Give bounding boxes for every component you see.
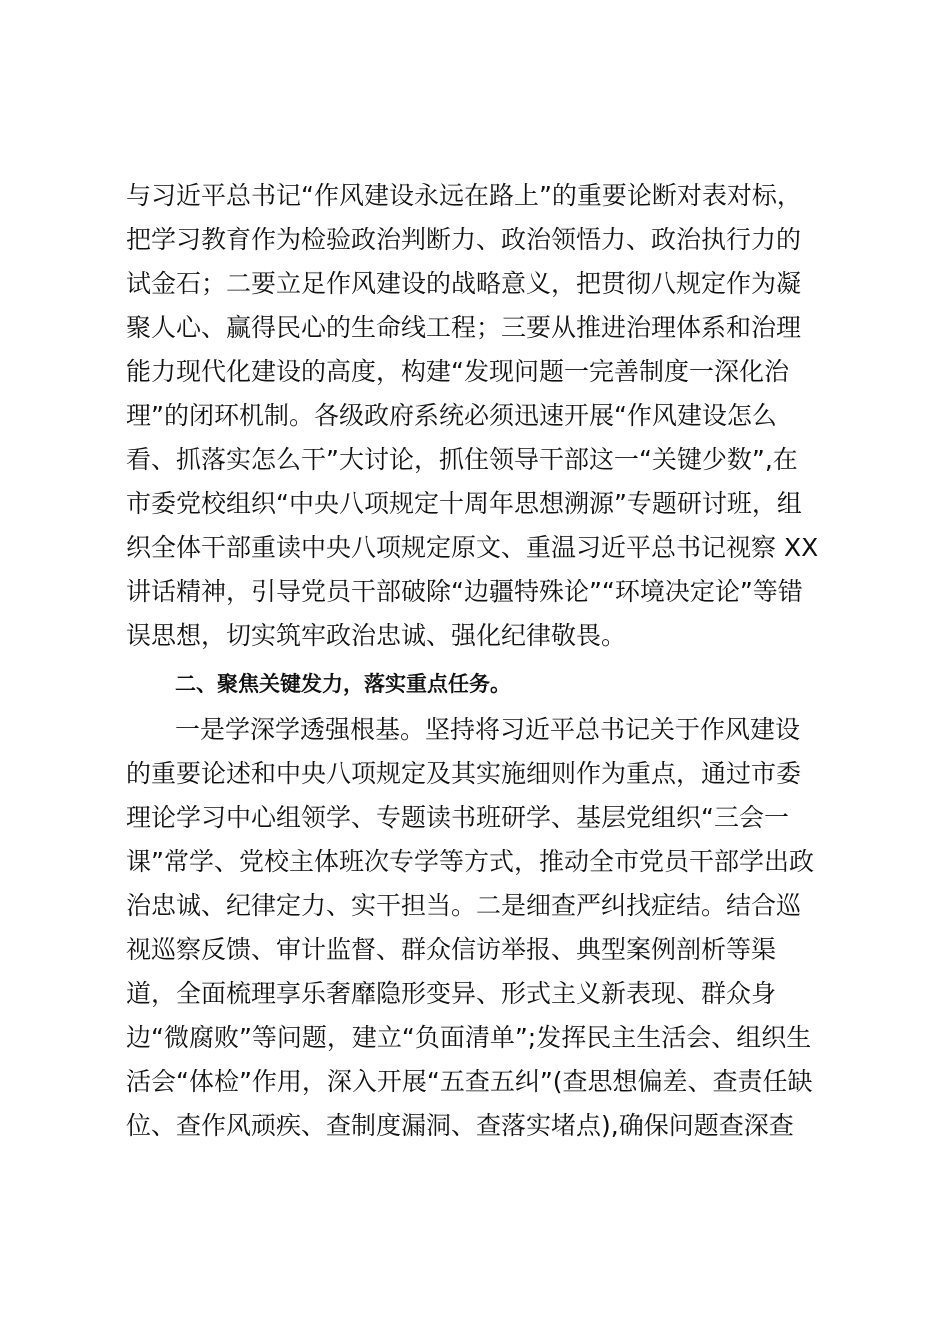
text-line: 道，全面梳理享乐奢靡隐形变异、形式主义新表现、群众身 <box>126 979 777 1008</box>
text-line: 讲话精神，引导党员干部破除“边疆特殊论”“环境决定论”等错 <box>126 577 803 606</box>
text-line: 活会“体检”作用，深入开展“五查五纠”(查思想偏差、查责任缺 <box>126 1067 813 1096</box>
text-line: 的重要论述和中央八项规定及其实施细则作为重点，通过市委 <box>126 759 802 788</box>
text-line: 看、抓落实怎么干”大讨论，抓住领导干部这一“关键少数”,在 <box>126 445 798 474</box>
text-line: 能力现代化建设的高度，构建“发现问题一完善制度一深化治 <box>126 357 789 386</box>
text-line: 一是学深学透强根基。坚持将习近平总书记关于作风建设 <box>175 715 801 744</box>
text-line: 视巡察反馈、审计监督、群众信访举报、典型案例剖析等渠 <box>126 935 777 964</box>
section-heading: 二、聚焦关键发力，落实重点任务。 <box>175 671 511 696</box>
text-line: 课”常学、党校主体班次专学等方式，推动全市党员干部学出政 <box>126 847 814 876</box>
text-line: 治忠诚、纪律定力、实干担当。二是细查严纠找症结。结合巡 <box>126 891 802 920</box>
text-line: 市委党校组织“中央八项规定十周年思想溯源”专题研讨班，组 <box>126 489 802 518</box>
text-line: 把学习教育作为检验政治判断力、政治领悟力、政治执行力的 <box>126 225 802 254</box>
text-line: 误思想，切实筑牢政治忠诚、强化纪律敬畏。 <box>126 621 627 650</box>
text-line: 织全体干部重读中央八项规定原文、重温习近平总书记视察 XX <box>126 533 819 562</box>
text-line: 理论学习中心组领学、专题读书班研学、基层党组织“三会一 <box>126 803 789 832</box>
text-line: 试金石；二要立足作风建设的战略意义，把贯彻八规定作为凝 <box>126 269 802 298</box>
text-line: 位、查作风顽疾、查制度漏洞、查落实堵点),确保问题查深查 <box>126 1111 794 1140</box>
text-line: 理”的闭环机制。各级政府系统必须迅速开展“作风建设怎么 <box>126 401 777 430</box>
text-line: 聚人心、赢得民心的生命线工程；三要从推进治理体系和治理 <box>126 313 802 342</box>
text-line: 边“微腐败”等问题，建立“负面清单”;发挥民主生活会、组织生 <box>126 1023 812 1052</box>
text-line: 与习近平总书记“作风建设永远在路上”的重要论断对表对标， <box>126 181 802 210</box>
